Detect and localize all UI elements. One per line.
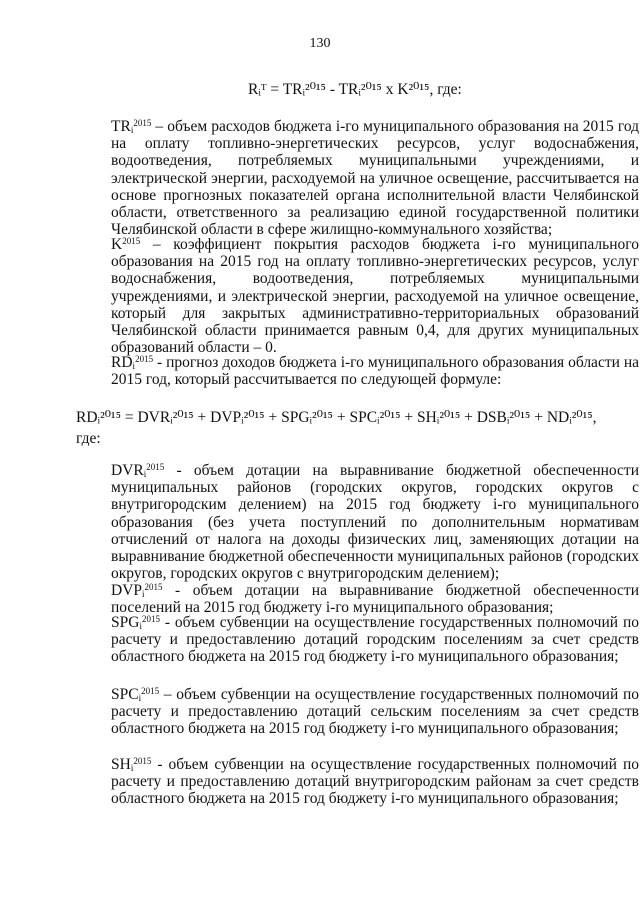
definition-sh-text: - объем субвенции на осуществление государственных полномочий по расчету и предоставлению дотаций внутригородским районам за счет средств областного бюджета на 2015 год бюджету i-го муниципального образования;	[111, 756, 639, 808]
formula-rd-where: где:	[76, 430, 101, 447]
definition-k: $K^{2015}$ – коэффициент покрытия расходов бюджета i-го муниципального образования на 2015 год на оплату топливно-энергетических ресурсов, услуг водоснабжения, водоотведения, потребляемых муниципальными учреждениями, и электрической энергии, расходуемой на уличное освещение, который для закрытых административно-территориальных образований Челябинской области принимается равным 0,4, для других муниципальных образований области – 0.	[111, 236, 639, 357]
definition-dvr-text: - объем дотации на выравнивание бюджетной обеспеченности муниципальных районов (городских округов, городских округов с внутригородским делением) на 2015 год бюджету i-го муниципального образования (без учета поступлений по дополнительным нормативам отчислений от налога на доходы физических лиц, заменяющих дотации на выравнивание бюджетной обеспеченности муниципальных районов (городских округов, городских округов с внутригородским делением);	[111, 462, 640, 583]
definition-dvp: $DVP_i^{2015}$ - объем дотации на выравнивание бюджетной обеспеченности поселений на 2015 год бюджету i-го муниципального образования;	[111, 582, 639, 617]
page-number: 130	[309, 36, 331, 51]
definition-dvr: $DVR_i^{2015}$ - объем дотации на выравнивание бюджетной обеспеченности муниципальных районов (городских округов, городских округов с внутригородским делением) на 2015 год бюджету i-го муниципального образования (без учета поступлений по дополнительным нормативам отчислений от налога на доходы физических лиц, заменяющих дотации на выравнивание бюджетной обеспеченности муниципальных районов (городских округов, городских округов с внутригородским делением);	[111, 462, 640, 583]
definition-rd: $RD_i^{2015}$ - прогноз доходов бюджета i-го муниципального образования области на 2015 год, который рассчитывается по следующей формуле:	[111, 354, 639, 389]
formula-rd: RDᵢ²⁰¹⁵ = DVRᵢ²⁰¹⁵ + DVPᵢ²⁰¹⁵ + SPGᵢ²⁰¹⁵ + SPCᵢ²⁰¹⁵ + SHᵢ²⁰¹⁵ + DSBᵢ²⁰¹⁵ + NDᵢ²⁰¹⁵,	[76, 409, 597, 426]
definition-sh: $SH_i^{2015}$ - объем субвенции на осуществление государственных полномочий по расчету и предоставлению дотаций внутригородским районам за счет средств областного бюджета на 2015 год бюджету i-го муниципального образования;	[111, 756, 639, 808]
definition-spg-text: - объем субвенции на осуществление государственных полномочий по расчету и предоставлению дотаций городским поселениям за счет средств областного бюджета на 2015 год бюджету i-го муниципального образования;	[111, 614, 639, 666]
definition-rd-text: - прогноз доходов бюджета i-го муниципального образования области на 2015 год, который рассчитывается по следующей формуле:	[111, 354, 639, 389]
definition-tr-text: – объем расходов бюджета i-го муниципального образования на 2015 год на оплату топливно-энергетических ресурсов, услуг водоснабжения, водоотведения, потребляемых муниципальными учреждениями, и электрической энергии, расходуемой на уличное освещение, рассчитывается на основе прогнозных показателей органа исполнительной власти Челябинской области, ответственного за реализацию единой государственной политики Челябинской области в сфере жилищно-коммунального хозяйства;	[111, 118, 640, 239]
definition-k-text: – коэффициент покрытия расходов бюджета i-го муниципального образования на 2015 год на оплату топливно-энергетических ресурсов, услуг водоснабжения, водоотведения, потребляемых муниципальными учреждениями, и электрической энергии, расходуемой на уличное освещение, который для закрытых административно-территориальных образований Челябинской области принимается равным 0,4, для других муниципальных образований области – 0.	[111, 236, 639, 357]
definition-spc: $SPC_i^{2015}$ – объем субвенции на осуществление государственных полномочий по расчету и предоставлению дотаций сельским поселениям за счет средств областного бюджета на 2015 год бюджету i-го муниципального образования;	[111, 686, 639, 738]
formula-r: Rᵢᵀ = TRᵢ²⁰¹⁵ - TRᵢ²⁰¹⁵ x K²⁰¹⁵, где:	[248, 81, 462, 98]
definition-tr: $TR_i^{2015}$ – объем расходов бюджета i-го муниципального образования на 2015 год на оплату топливно-энергетических ресурсов, услуг водоснабжения, водоотведения, потребляемых муниципальными учреждениями, и электрической энергии, расходуемой на уличное освещение, рассчитывается на основе прогнозных показателей органа исполнительной власти Челябинской области, ответственного за реализацию единой государственной политики Челябинской области в сфере жилищно-коммунального хозяйства;	[111, 118, 640, 239]
definition-spg: $SPG_i^{2015}$ - объем субвенции на осуществление государственных полномочий по расчету и предоставлению дотаций городским поселениям за счет средств областного бюджета на 2015 год бюджету i-го муниципального образования;	[111, 614, 639, 666]
definition-spc-text: – объем субвенции на осуществление государственных полномочий по расчету и предоставлению дотаций сельским поселениям за счет средств областного бюджета на 2015 год бюджету i-го муниципального образования;	[111, 686, 639, 738]
definition-dvp-text: - объем дотации на выравнивание бюджетной обеспеченности поселений на 2015 год бюджету i-го муниципального образования;	[111, 582, 639, 617]
